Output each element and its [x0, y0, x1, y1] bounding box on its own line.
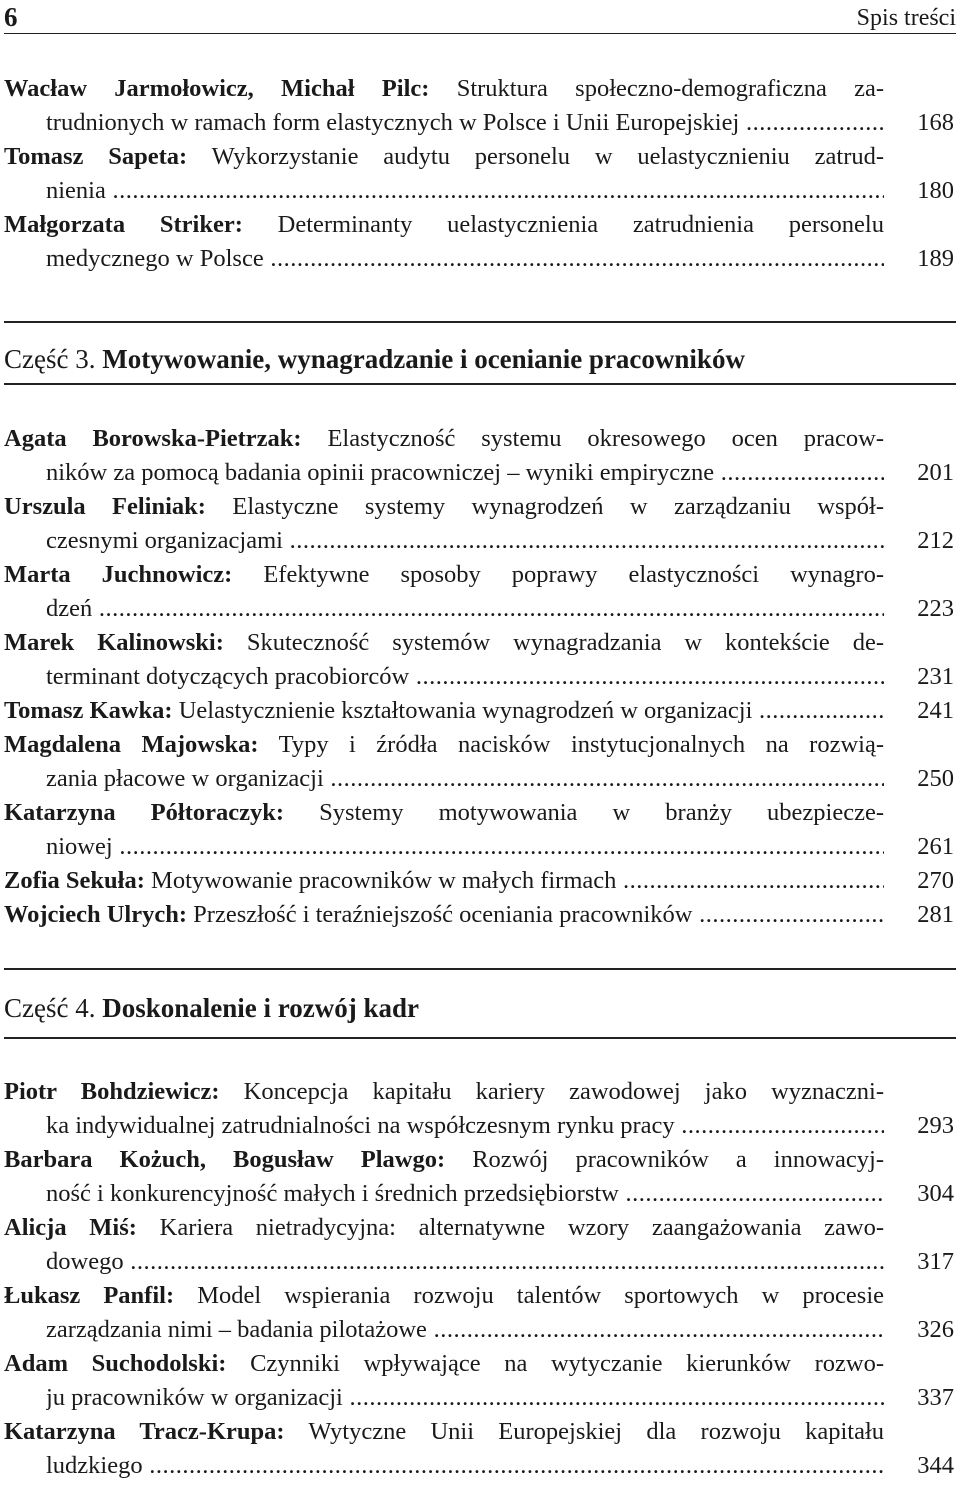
toc-author: Katarzyna Półtoraczyk: [4, 799, 285, 826]
page-number: 6 [4, 2, 18, 32]
section-title-part4 [4, 992, 419, 1024]
toc-author: Zofia Sekuła: [4, 867, 145, 894]
toc-entry-line [4, 1075, 956, 1109]
toc-entry-line [4, 1279, 956, 1313]
toc-author: Agata Borowska-Pietrzak: [4, 425, 302, 452]
toc-title-fragment: dzeń [46, 595, 93, 622]
toc-title-fragment: Wykorzystanie audytu personelu w uelastycznieniu zatrud- [211, 143, 885, 170]
toc-author: Alicja Miś: [4, 1214, 137, 1241]
toc-entry-continuation [4, 1177, 956, 1211]
toc-title-fragment: czesnymi organizacjami [46, 527, 283, 554]
toc-title-fragment: Kariera nietradycyjna: alternatywne wzory zaangażowania zawo- [159, 1214, 885, 1241]
toc-entry-text [4, 796, 884, 830]
toc-entry-text [4, 1415, 884, 1449]
toc-title-fragment: ka indywidualnej zatrudnialności na współczesnym rynku pracy [46, 1112, 675, 1139]
toc-entry-line [4, 422, 956, 456]
toc-entry[interactable] [4, 490, 956, 558]
toc-title-fragment: Skuteczność systemów wynagradzania w kontekście de- [246, 629, 885, 656]
toc-entry-continuation [4, 1313, 956, 1347]
toc-entry[interactable] [4, 1211, 956, 1279]
toc-title-fragment: Struktura społeczno-demograficzna za- [456, 75, 885, 102]
toc-entry-text [46, 1177, 884, 1211]
toc-author: Barbara Kożuch, Bogusław Plawgo: [4, 1146, 446, 1173]
section-rule-top [4, 321, 956, 323]
toc-page-number: 270 [917, 867, 954, 894]
toc-entry[interactable] [4, 728, 956, 796]
toc-author: Marta Juchnowicz: [4, 561, 233, 588]
toc-entry-text [46, 1109, 884, 1143]
toc-entry[interactable] [4, 1415, 956, 1483]
toc-entry-text [46, 592, 884, 626]
section-rule-top [4, 968, 956, 970]
toc-entry-text [46, 762, 884, 796]
section-name: Doskonalenie i rozwój kadr [102, 993, 419, 1023]
toc-title-fragment: Typy i źródła nacisków instytucjonalnych na rozwią- [278, 731, 884, 758]
toc-page-number: 189 [917, 245, 954, 272]
toc-entry-text [4, 1075, 884, 1109]
toc-page-number: 241 [917, 697, 954, 724]
toc-page-number: 201 [917, 459, 954, 486]
toc-entry-text [4, 694, 884, 728]
toc-page-number: 281 [917, 901, 954, 928]
toc-block-part4 [4, 1075, 956, 1483]
toc-entry[interactable] [4, 422, 956, 490]
section-label: Część 3. [4, 344, 96, 374]
toc-entry-text [46, 660, 884, 694]
toc-entry[interactable] [4, 1075, 956, 1143]
toc-author: Magdalena Majowska: [4, 731, 259, 758]
toc-author: Tomasz Kawka: [4, 697, 173, 724]
toc-entry-continuation [4, 456, 956, 490]
toc-entry-continuation [4, 762, 956, 796]
toc-title-fragment: Uelastycznienie kształtowania wynagrodzeń w organizacji [178, 697, 753, 724]
toc-entry-text [4, 626, 884, 660]
toc-title-fragment: Przeszłość i teraźniejszość oceniania pracowników [193, 901, 693, 928]
toc-entry-line [4, 898, 956, 932]
toc-author: Małgorzata Striker: [4, 211, 243, 238]
section-label: Część 4. [4, 993, 96, 1023]
toc-entry[interactable] [4, 558, 956, 626]
toc-entry-text [46, 830, 884, 864]
toc-entry-text [46, 1449, 884, 1483]
toc-entry-text [4, 1211, 884, 1245]
toc-title-fragment: Elastyczność systemu okresowego ocen pracow- [327, 425, 884, 452]
toc-entry-text [46, 1245, 884, 1279]
toc-entry-continuation [4, 242, 956, 276]
toc-entry-text [46, 106, 884, 140]
toc-entry-continuation [4, 106, 956, 140]
toc-author: Urszula Feliniak: [4, 493, 206, 520]
toc-title-fragment: Efektywne sposoby poprawy elastyczności wynagro- [263, 561, 884, 588]
toc-entry-line [4, 864, 956, 898]
toc-title-fragment: zarządzania nimi – badania pilotażowe [46, 1316, 427, 1343]
toc-title-fragment: ność i konkurencyjność małych i średnich przedsiębiorstw [46, 1180, 619, 1207]
toc-entry-text [4, 72, 884, 106]
toc-entry-text [46, 1381, 884, 1415]
toc-block-part2-tail [4, 72, 956, 276]
toc-title-fragment: ju pracowników w organizacji [46, 1384, 343, 1411]
toc-entry-continuation [4, 1245, 956, 1279]
toc-title-fragment: Determinanty uelastycznienia zatrudnienia personelu [277, 211, 884, 238]
toc-entry[interactable] [4, 864, 956, 898]
toc-page-number: 344 [917, 1452, 954, 1479]
toc-entry-text [4, 208, 884, 242]
toc-entry-continuation [4, 592, 956, 626]
toc-entry-line [4, 1211, 956, 1245]
toc-entry-text [46, 174, 884, 208]
toc-entry-continuation [4, 1381, 956, 1415]
toc-page-number: 326 [917, 1316, 954, 1343]
section-rule-bottom [4, 383, 956, 385]
toc-entry-text [4, 490, 884, 524]
toc-page-number: 293 [917, 1112, 954, 1139]
toc-entry-line [4, 140, 956, 174]
toc-entry-line [4, 1143, 956, 1177]
toc-author: Wojciech Ulrych: [4, 901, 188, 928]
section-title-part3 [4, 343, 745, 375]
toc-entry[interactable] [4, 140, 956, 208]
page-header [4, 0, 956, 36]
toc-entry[interactable] [4, 626, 956, 694]
toc-author: Adam Suchodolski: [4, 1350, 227, 1377]
toc-title-fragment: medycznego w Polsce [46, 245, 264, 272]
toc-title-fragment: dowego [46, 1248, 124, 1275]
toc-title-fragment: niowej [46, 833, 113, 860]
toc-entry-line [4, 208, 956, 242]
header-rule [4, 33, 956, 34]
toc-entry-continuation [4, 524, 956, 558]
toc-author: Tomasz Sapeta: [4, 143, 188, 170]
toc-page-number: 261 [917, 833, 954, 860]
toc-entry-text [46, 242, 884, 276]
toc-entry-text [4, 864, 884, 898]
toc-title-fragment: Systemy motywowania w branży ubezpiecze- [319, 799, 885, 826]
toc-entry-continuation [4, 660, 956, 694]
toc-title-fragment: Wytyczne Unii Europejskiej dla rozwoju kapitału [308, 1418, 884, 1445]
toc-title-fragment: Rozwój pracowników a innowacyj- [472, 1146, 885, 1173]
toc-entry[interactable] [4, 1143, 956, 1211]
toc-entry-continuation [4, 830, 956, 864]
toc-page-number: 317 [917, 1248, 954, 1275]
toc-entry[interactable] [4, 1279, 956, 1347]
toc-title-fragment: ników za pomocą badania opinii pracowniczej – wyniki empiryczne [46, 459, 715, 486]
toc-entry-line [4, 558, 956, 592]
toc-author: Wacław Jarmołowicz, Michał Pilc: [4, 75, 430, 102]
toc-entry[interactable] [4, 208, 956, 276]
toc-title-fragment: nienia [46, 177, 106, 204]
toc-entry-line [4, 72, 956, 106]
toc-entry-continuation [4, 1109, 956, 1143]
toc-title-fragment: trudnionych w ramach form elastycznych w Polsce i Unii Europejskiej [46, 109, 740, 136]
toc-entry-continuation [4, 174, 956, 208]
toc-entry[interactable] [4, 72, 956, 140]
toc-title-fragment: Model wspierania rozwoju talentów sportowych w procesie [197, 1282, 884, 1309]
toc-entry-line [4, 626, 956, 660]
toc-author: Łukasz Panfil: [4, 1282, 175, 1309]
toc-entry-text [4, 140, 884, 174]
toc-entry-text [4, 728, 884, 762]
toc-author: Piotr Bohdziewicz: [4, 1078, 220, 1105]
toc-entry[interactable] [4, 694, 956, 728]
toc-entry-text [4, 558, 884, 592]
toc-entry-text [46, 456, 884, 490]
toc-entry-text [4, 422, 884, 456]
toc-entry-text [4, 898, 884, 932]
toc-page-number: 168 [917, 109, 954, 136]
toc-page-number: 212 [917, 527, 954, 554]
toc-title-fragment: Elastyczne systemy wynagrodzeń w zarządzaniu współ- [232, 493, 884, 520]
toc-entry-line [4, 728, 956, 762]
toc-entry-line [4, 796, 956, 830]
toc-entry-line [4, 694, 956, 728]
toc-title-fragment: Motywowanie pracowników w małych firmach [151, 867, 617, 894]
toc-page-number: 231 [917, 663, 954, 690]
running-title: Spis treści [856, 5, 956, 31]
toc-author: Marek Kalinowski: [4, 629, 224, 656]
toc-page-number: 304 [917, 1180, 954, 1207]
toc-entry-text [46, 1313, 884, 1347]
toc-title-fragment: terminant dotyczących pracobiorców [46, 663, 410, 690]
toc-block-part3 [4, 422, 956, 932]
toc-page-number: 337 [917, 1384, 954, 1411]
toc-entry[interactable] [4, 796, 956, 864]
toc-entry-text [4, 1279, 884, 1313]
toc-entry-text [4, 1347, 884, 1381]
toc-entry[interactable] [4, 1347, 956, 1415]
toc-entry-continuation [4, 1449, 956, 1483]
toc-entry-text [46, 524, 884, 558]
toc-entry-line [4, 490, 956, 524]
toc-page-number: 180 [917, 177, 954, 204]
toc-author: Katarzyna Tracz-Krupa: [4, 1418, 285, 1445]
toc-entry[interactable] [4, 898, 956, 932]
toc-entry-line [4, 1347, 956, 1381]
toc-page-number: 250 [917, 765, 954, 792]
section-name: Motywowanie, wynagradzanie i ocenianie pracowników [102, 344, 745, 374]
toc-title-fragment: Czynniki wpływające na wytyczanie kierunków rozwo- [250, 1350, 884, 1377]
toc-title-fragment: ludzkiego [46, 1452, 143, 1479]
toc-page-number: 223 [917, 595, 954, 622]
toc-title-fragment: Koncepcja kapitału kariery zawodowej jako wyznaczni- [243, 1078, 884, 1105]
toc-entry-line [4, 1415, 956, 1449]
toc-title-fragment: zania płacowe w organizacji [46, 765, 324, 792]
section-rule-bottom [4, 1037, 956, 1039]
toc-entry-text [4, 1143, 884, 1177]
